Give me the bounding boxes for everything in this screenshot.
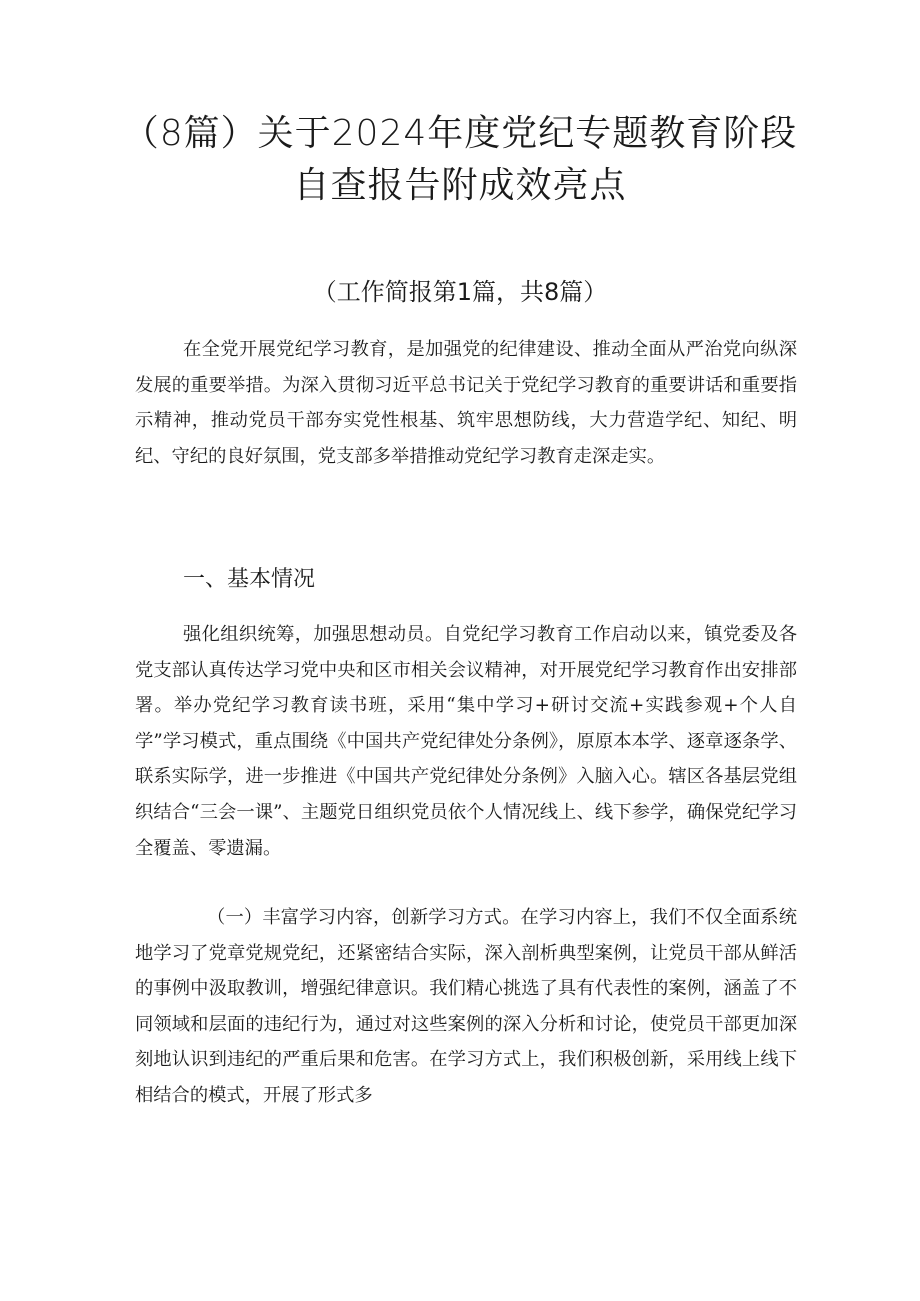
intro-paragraph: 在全党开展党纪学习教育，是加强党的纪律建设、推动全面从严治党向纵深发展的重要举措。为深入贯彻习近平总书记关于党纪学习教育的重要讲话和重要指示精神，推动党员干部夯实党性根基、筑牢思想防线，大力营造学纪、知纪、明纪、守纪的良好氛围，党支部多举措推动党纪学习教育走深走实。 [135,339,797,467]
section-heading-basic-situation: 一、基本情况 [183,567,316,592]
document-title-line-2: 自查报告附成效亮点 [293,165,627,206]
document-title-line-1: （8篇）关于2024年度党纪专题教育阶段 [122,113,798,154]
subsection-1-paragraph: （一）丰富学习内容，创新学习方式。在学习内容上，我们不仅全面系统地学习了党章党规党纪，还紧密结合实际，深入剖析典型案例，让党员干部从鲜活的事例中汲取教训，增强纪律意识。我们精心挑选了具有代表性的案例，涵盖了不同领域和层面的违纪行为，通过对这些案例的深入分析和讨论，使党员干部更加深刻地认识到违纪的严重后果和危害。在学习方式上，我们积极创新，采用线上线下相结合的模式，开展了形式多 [135,907,797,1106]
document-subtitle: （工作简报第1篇，共8篇） [312,278,608,306]
section-1-paragraph: 强化组织统筹，加强思想动员。自党纪学习教育工作启动以来，镇党委及各党支部认真传达学习党中央和区市相关会议精神，对开展党纪学习教育作出安排部署。举办党纪学习教育读书班，采用“集中学习+研讨交流+实践参观+个人自学”学习模式，重点围绕《中国共产党纪律处分条例》，原原本本学、逐章逐条学、联系实际学，进一步推进《中国共产党纪律处分条例》入脑入心。辖区各基层党组织结合“三会一课”、主题党日组织党员依个人情况线上、线下参学，确保党纪学习全覆盖、零遗漏。 [135,624,797,859]
